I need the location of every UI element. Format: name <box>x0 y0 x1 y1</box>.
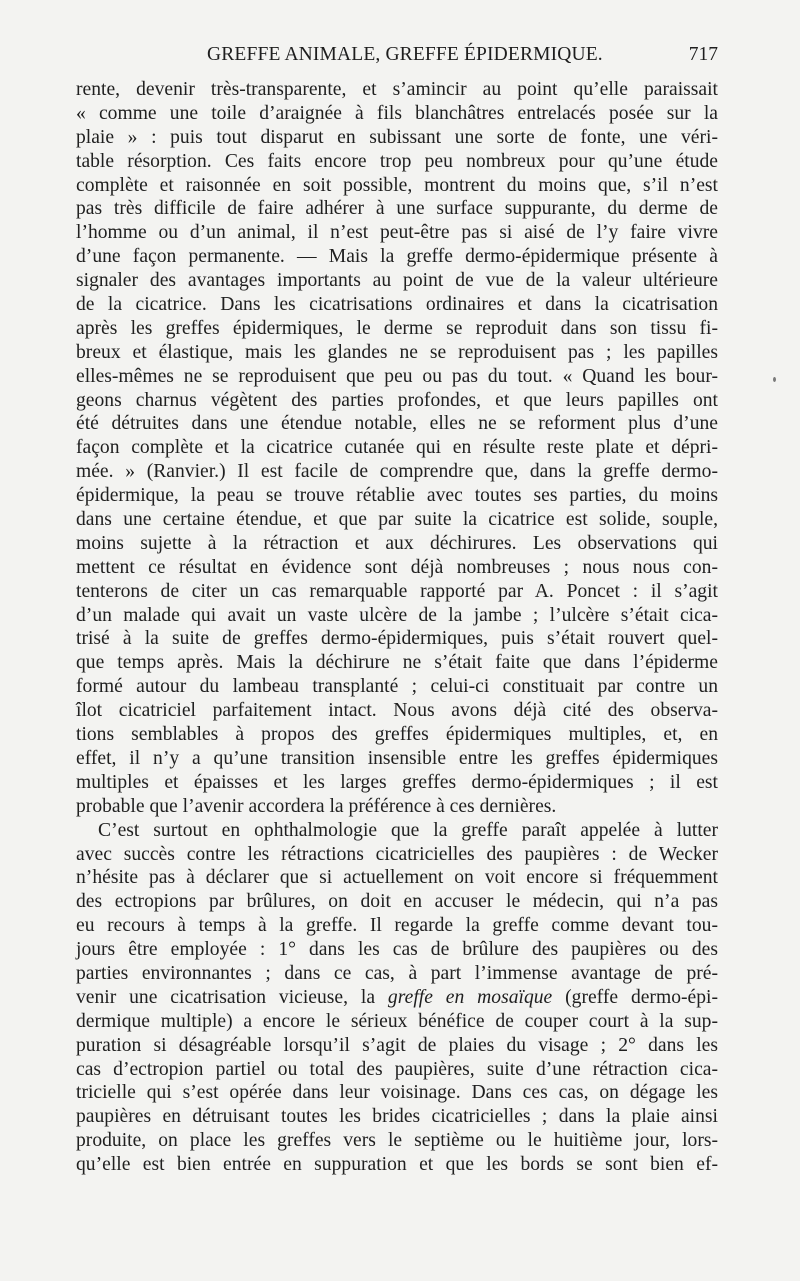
text-line: multiples et épaisses et les larges greffes dermo-épidermiques ; il est <box>76 771 718 793</box>
text-line: puration si désagréable lorsqu’il s’agit de plaies du visage ; 2° dans les <box>76 1034 718 1056</box>
running-header <box>76 44 718 72</box>
text-segment: (greffe dermo-épi- <box>552 986 718 1008</box>
text-line: parties environnantes ; dans ce cas, à part l’immense avantage de pré- <box>76 962 718 984</box>
text-line: elles-mêmes ne se reproduisent que peu ou pas du tout. « Quand les bour- <box>76 365 718 387</box>
running-title: GREFFE ANIMALE, GREFFE ÉPIDERMIQUE. <box>207 44 603 65</box>
paragraph-end-line: probable que l’avenir accordera la préférence à ces dernières. <box>76 795 557 817</box>
text-line: tions semblables à propos des greffes épidermiques multiples, et, en <box>76 724 718 746</box>
text-line: l’homme ou d’un animal, il n’est peut-être pas si aisé de l’y faire vivre <box>76 222 718 244</box>
text-line: « comme une toile d’araignée à fils blanchâtres entrelacés posée sur la <box>76 102 718 124</box>
text-line: breux et élastique, mais les glandes ne se reproduisent pas ; les papilles <box>76 341 718 363</box>
text-line: rente, devenir très-transparente, et s’amincir au point qu’elle paraissait <box>76 79 718 100</box>
paper-speck <box>773 377 776 382</box>
italic-term: greffe en mosaïque <box>387 986 553 1008</box>
text-line: d’un malade qui avait un vaste ulcère de la jambe ; l’ulcère s’était cica- <box>76 604 718 626</box>
body-text <box>76 78 718 1177</box>
text-line: dans une certaine étendue, et que par suite la cicatrice est solide, souple, <box>76 509 718 531</box>
page-number: 717 <box>688 44 718 65</box>
text-line: que temps après. Mais la déchirure ne s’était faite que dans l’épiderme <box>76 652 718 674</box>
text-line: avec succès contre les rétractions cicatricielles des paupières : de Wecker <box>76 843 718 865</box>
text-line: cas d’ectropion partiel ou total des paupières, suite d’une rétraction cica- <box>76 1058 718 1080</box>
text-line: n’hésite pas à déclarer que si actuellement on voit encore si fréquemment <box>76 867 718 889</box>
text-line: effet, il n’y a qu’une transition insensible entre les greffes épidermiques <box>76 747 718 769</box>
text-line: façon complète et la cicatrice cutanée qui en résulte reste plate et dépri- <box>76 437 718 459</box>
text-segment: venir une cicatrisation vicieuse, la <box>76 986 388 1008</box>
text-line: mée. » (Ranvier.) Il est facile de comprendre que, dans la greffe dermo- <box>76 461 718 483</box>
text-line: formé autour du lambeau transplanté ; celui-ci constituait par contre un <box>76 676 718 698</box>
text-line-with-italic <box>76 986 718 1010</box>
text-line: tenterons de citer un cas remarquable rapporté par A. Poncet : il s’agit <box>76 580 718 602</box>
text-line: jours être employée : 1° dans les cas de brûlure des paupières ou des <box>76 939 718 961</box>
text-line: après les greffes épidermiques, le derme se reproduit dans son tissu fi- <box>76 317 718 339</box>
text-line: d’une façon permanente. — Mais la greffe dermo-épidermique présente à <box>76 246 718 268</box>
text-line: produite, on place les greffes vers le septième ou le huitième jour, lors- <box>76 1130 718 1152</box>
paragraph-start-line: C’est surtout en ophthalmologie que la greffe paraît appelée à lutter <box>98 819 718 841</box>
text-line: signaler des avantages importants au point de vue de la valeur ultérieure <box>76 270 718 292</box>
text-line: complète et raisonnée en soit possible, montrent du moins que, s’il n’est <box>76 174 718 196</box>
text-line: épidermique, la peau se trouve rétablie avec toutes ses parties, du moins <box>76 485 718 507</box>
text-line: îlot cicatriciel parfaitement intact. Nous avons déjà cité des observa- <box>76 700 718 722</box>
text-line: dermique multiple) a encore le sérieux bénéfice de couper court à la sup- <box>76 1010 718 1032</box>
text-line: des ectropions par brûlures, on doit en accuser le médecin, qui n’a pas <box>76 891 718 913</box>
text-line: geons charnus végètent des parties profondes, et que leurs papilles ont <box>76 389 718 411</box>
text-line: de la cicatrice. Dans les cicatrisations ordinaires et dans la cicatrisation <box>76 294 718 316</box>
text-line: trisé à la suite de greffes dermo-épidermiques, puis s’était rouvert quel- <box>76 628 718 650</box>
text-line: eu recours à temps à la greffe. Il regarde la greffe comme devant tou- <box>76 915 718 937</box>
text-line: table résorption. Ces faits encore trop peu nombreux pour qu’une étude <box>76 150 718 172</box>
text-line: été détruites dans une étendue notable, elles ne se reforment plus d’une <box>76 413 718 435</box>
text-line: paupières en détruisant toutes les brides cicatricielles ; dans la plaie ainsi <box>76 1106 718 1128</box>
text-line: pas très difficile de faire adhérer à une surface suppurante, du derme de <box>76 198 718 220</box>
text-line: moins sujette à la rétraction et aux déchirures. Les observations qui <box>76 532 718 554</box>
text-line: qu’elle est bien entrée en suppuration et que les bords se sont bien ef- <box>76 1154 718 1176</box>
text-line: mettent ce résultat en évidence sont déjà nombreuses ; nous nous con- <box>76 556 718 578</box>
text-line: tricielle qui s’est opérée dans leur voisinage. Dans ces cas, on dégage les <box>76 1082 718 1104</box>
text-line: plaie » : puis tout disparut en subissant une sorte de fonte, une véri- <box>76 126 718 148</box>
